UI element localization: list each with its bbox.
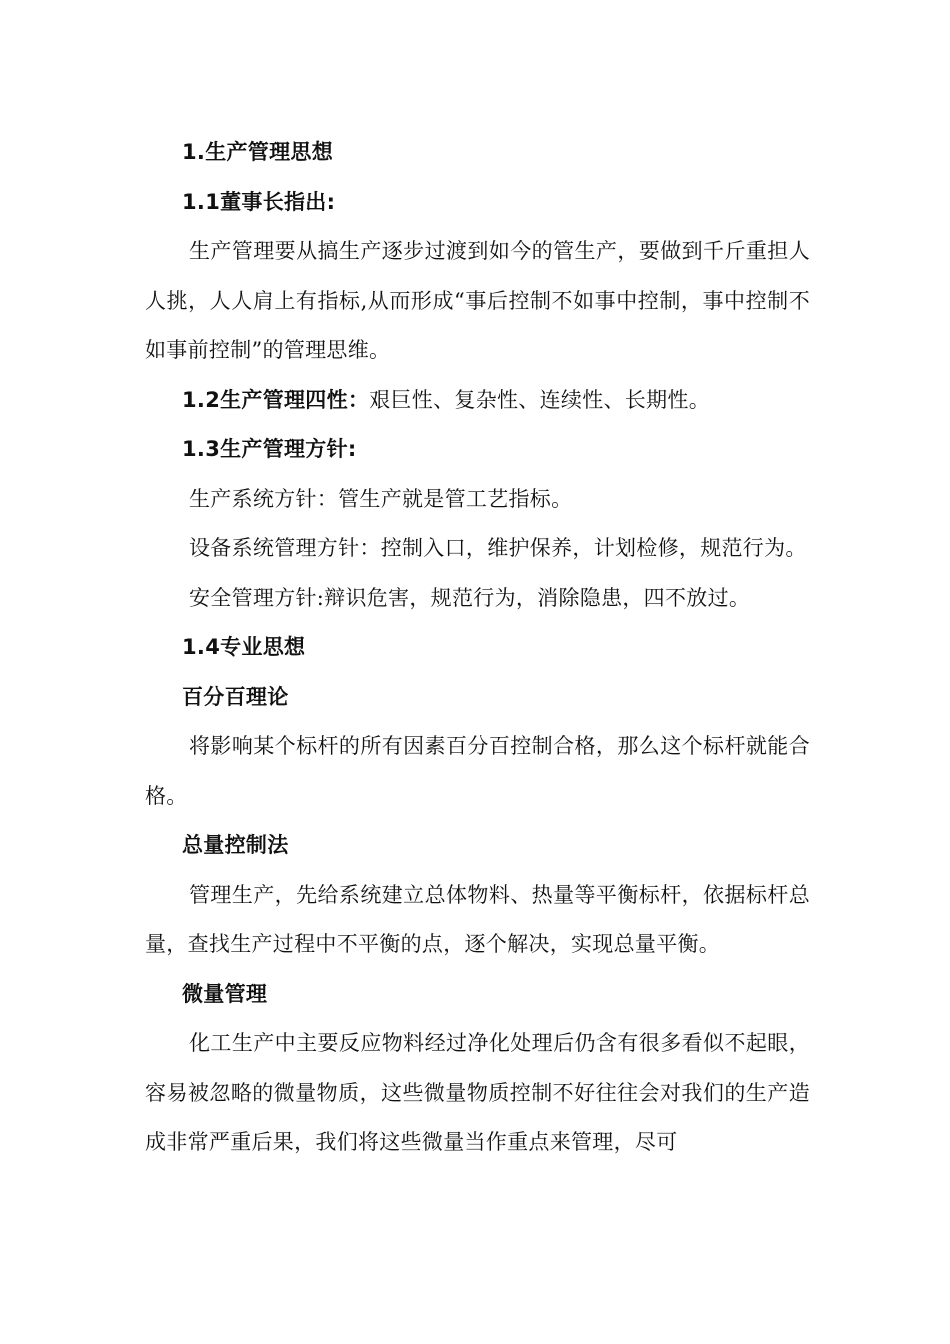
heading-professional-thought: 1.4专业思想 — [182, 635, 306, 659]
heading-hundred-percent-theory: 百分百理论 — [182, 684, 289, 709]
paragraph-hundred-percent-theory: 将影响某个标杆的所有因素百分百控制合格，那么这个标杆就能合格。 — [145, 734, 810, 808]
heading-four-characteristics: 1.2生产管理四性： — [182, 387, 370, 412]
paragraph-total-control-method: 管理生产，先给系统建立总体物料、热量等平衡标杆，依据标杆总量，查找生产过程中不平衡的点，逐个解决，实现总量平衡。 — [145, 882, 810, 956]
paragraph-equipment-policy: 设备系统管理方针：控制入口，维护保养，计划检修，规范行为。 — [189, 536, 807, 560]
four-characteristics-text: 艰巨性、复杂性、连续性、长期性。 — [369, 387, 711, 412]
heading-management-policy: 1.3生产管理方针: — [182, 437, 357, 461]
paragraph-micro-management: 化工生产中主要反应物料经过净化处理后仍含有很多看似不起眼，容易被忽略的微量物质，这些微量物质控制不好往往会对我们的生产造成非常严重后果，我们将这些微量当作重点来管理，尽可 — [145, 1031, 810, 1154]
heading-total-control-method: 总量控制法 — [182, 833, 289, 857]
document-body — [145, 128, 810, 1168]
paragraph-four-characteristics — [145, 376, 810, 426]
heading-chairman-points-out: 1.1董事长指出: — [182, 189, 336, 214]
paragraph-chairman-quote: 生产管理要从搞生产逐步过渡到如今的管生产，要做到千斤重担人人挑，人人肩上有指标,从而形成“事后控制不如事中控制，事中控制不如事前控制”的管理思维。 — [145, 239, 810, 362]
heading-production-management-thought: 1.生产管理思想 — [182, 140, 333, 164]
heading-micro-management: 微量管理 — [182, 981, 268, 1006]
paragraph-production-policy: 生产系统方针：管生产就是管工艺指标。 — [189, 486, 573, 511]
paragraph-safety-policy: 安全管理方针:辩识危害，规范行为，消除隐患，四不放过。 — [189, 585, 751, 610]
